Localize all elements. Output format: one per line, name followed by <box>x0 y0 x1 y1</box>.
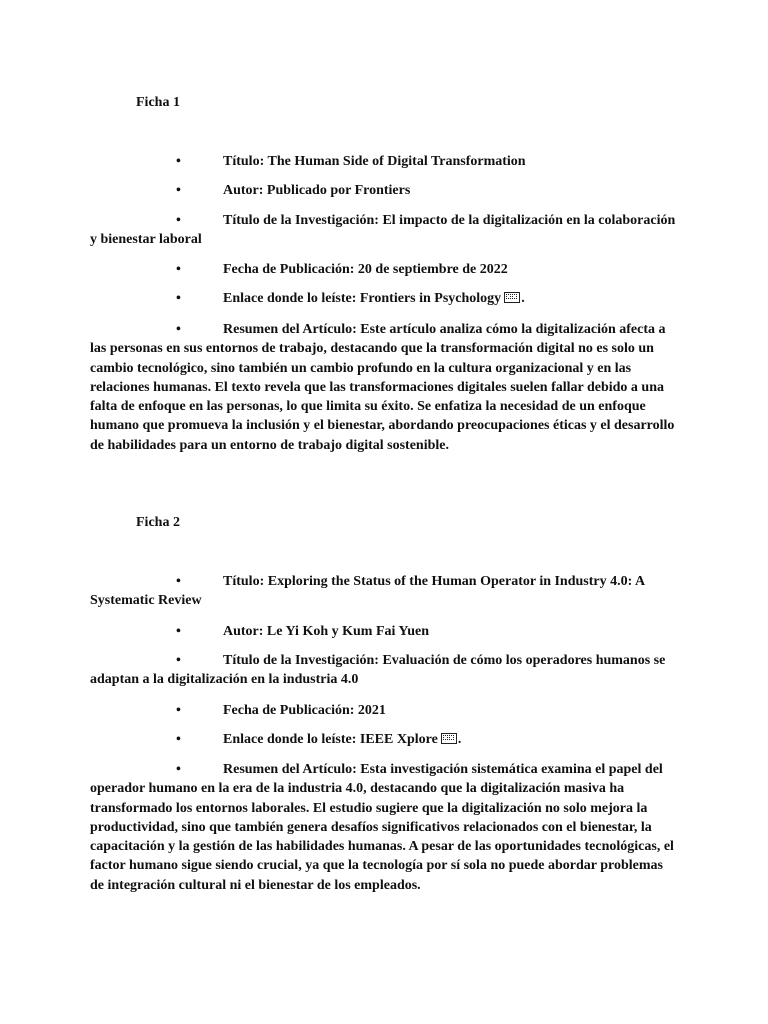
ficha-1-titulo-text: Título: The Human Side of Digital Transformation <box>223 154 526 169</box>
bullet-marker: • <box>176 291 181 306</box>
ficha-2-heading: Ficha 2 <box>136 515 180 530</box>
ficha-1-fecha <box>90 260 680 279</box>
ficha-2-fecha <box>90 701 680 720</box>
ficha-1-enlace-end: . <box>521 291 525 306</box>
link-reference-icon <box>504 292 520 303</box>
ficha-2-enlace <box>90 730 680 749</box>
ficha-1-resumen <box>90 320 680 455</box>
link-reference-icon <box>441 733 457 744</box>
ficha-1-autor <box>90 181 680 200</box>
bullet-marker: • <box>176 653 181 668</box>
ficha-2-titulo-text: Título: Exploring the Status of the Human Operator in Industry 4.0: A Systematic Review <box>90 574 645 609</box>
bullet-marker: • <box>176 154 181 169</box>
bullet-marker: • <box>176 322 181 337</box>
bullet-marker: • <box>176 703 181 718</box>
ficha-1-resumen-text: Resumen del Artículo: Este artículo analiza cómo la digitalización afecta a las personas en sus entornos de trabajo, destacando que la transformación digital no es solo un cambio tecnológico, sino también un cambio profundo en la cultura organizacional y en las relaciones humanas. El texto revela que las transformaciones digitales suelen fallar debido a una falta de enfoque en las personas, lo que limita su éxito. Se enfatiza la necesidad de un enfoque humano que promueva la inclusión y el bienestar, abordando preocupaciones éticas y el desarrollo de habilidades para un entorno de trabajo digital sostenible. <box>90 322 675 453</box>
ficha-1-fecha-text: Fecha de Publicación: 20 de septiembre de 2022 <box>223 262 508 277</box>
bullet-marker: • <box>176 762 181 777</box>
bullet-marker: • <box>176 732 181 747</box>
ficha-2-autor-text: Autor: Le Yi Koh y Kum Fai Yuen <box>223 624 429 639</box>
ficha-1-enlace <box>90 289 680 308</box>
bullet-marker: • <box>176 574 181 589</box>
ficha-2-enlace-end: . <box>457 732 462 747</box>
ficha-2-autor <box>90 622 680 641</box>
ficha-2-resumen-text: Resumen del Artículo: Esta investigación sistemática examina el papel del operador humano en la era de la industria 4.0, destacando que la digitalización masiva ha transformado los entornos laborales. El estudio sugiere que la digitalización no solo mejora la productividad, sino que también genera desafíos significativos relacionados con el bienestar, la capacitación y la gestión de las habilidades humanas. A pesar de las oportunidades tecnológicas, el factor humano sigue siendo crucial, ya que la tecnología por sí sola no puede abordar problemas de integración cultural ni el bienestar de los empleados. <box>90 762 674 893</box>
ficha-1-enlace-text[interactable]: Enlace donde lo leíste: Frontiers in Psychology <box>223 291 502 306</box>
ficha-1-heading: Ficha 1 <box>136 95 180 110</box>
bullet-marker: • <box>176 262 181 277</box>
ficha-1-investigacion-text: Título de la Investigación: El impacto de la digitalización en la colaboración y bienestar laboral <box>90 213 676 248</box>
ficha-2-resumen <box>90 760 680 895</box>
ficha-2-investigacion-text: Título de la Investigación: Evaluación de cómo los operadores humanos se adaptan a la digitalización en la industria 4.0 <box>90 653 666 688</box>
ficha-1-titulo <box>90 152 680 171</box>
ficha-2-enlace-text[interactable]: Enlace donde lo leíste: IEEE Xplore <box>223 732 438 747</box>
ficha-2-titulo <box>90 572 680 611</box>
ficha-2-investigacion <box>90 651 680 690</box>
bullet-marker: • <box>176 624 181 639</box>
ficha-2-fecha-text: Fecha de Publicación: 2021 <box>223 703 386 718</box>
ficha-1-investigacion <box>90 211 680 250</box>
bullet-marker: • <box>176 213 181 228</box>
bullet-marker: • <box>176 183 181 198</box>
ficha-1-autor-text: Autor: Publicado por Frontiers <box>223 183 411 198</box>
